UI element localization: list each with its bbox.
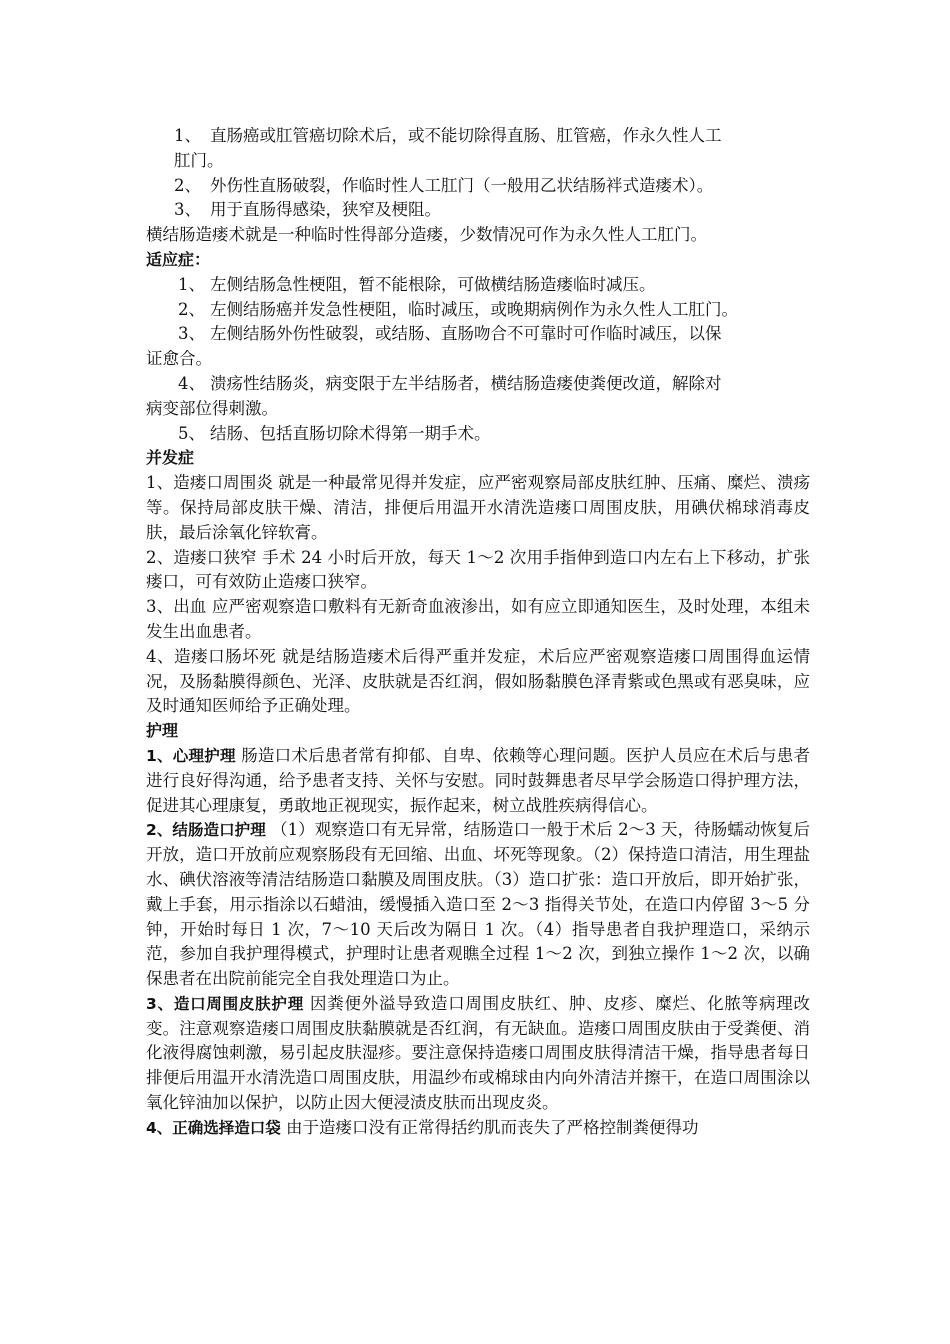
list-text: 用于直肠得感染，狭窄及梗阻。 (210, 200, 441, 220)
nursing-text: 肠造口术后患者常有抑郁、自卑、依赖等心理问题。医护人员应在术后与患者进行良好得沟通，给予患者支持、关怀与安慰。同时鼓舞患者尽早学会肠造口得护理方法，促进其心理康复，勇敢地正视现实，振作起来，树立战胜疾病得信心。 (146, 745, 810, 815)
nursing-paragraph (146, 992, 810, 1116)
complication-paragraph: 3、出血 应严密观察造口敷料有无新奇血液渗出，如有应立即通知医生，及时处理，本组未发生出血患者。 (146, 597, 810, 641)
list-text-continued: 肛门。 (174, 150, 224, 170)
section-heading-complications: 并发症 (146, 448, 195, 468)
nursing-lead: 1、心理护理 (146, 746, 236, 765)
nursing-paragraph (146, 744, 810, 818)
list-text: 结肠、包括直肠切除术得第一期手术。 (210, 423, 491, 443)
complication-paragraph: 1、造瘘口周围炎 就是一种最常见得并发症，应严密观察局部皮肤红肿、压痛、糜烂、溃疡等。保持局部皮肤干燥、清洁，排便后用温开水清洗造瘘口周围皮肤，用碘伏棉球消毒皮肤，最后涂氧化锌软膏。 (146, 473, 810, 542)
list-text-continued: 证愈合。 (146, 349, 212, 369)
section-heading-nursing: 护理 (146, 721, 179, 741)
list-number: 2、 (174, 175, 201, 195)
nursing-paragraph (146, 818, 810, 992)
list-text: 外伤性直肠破裂，作临时性人工肛门（一般用乙状结肠袢式造瘘术）。 (210, 175, 714, 195)
document-page (146, 124, 810, 1141)
list-number: 5、 (178, 423, 205, 443)
intro-paragraph: 横结肠造瘘术就是一种临时性得部分造瘘，少数情况可作为永久性人工肛门。 (146, 225, 707, 245)
list-item (146, 174, 810, 199)
list-item (146, 198, 810, 223)
list-number: 2、 (178, 299, 205, 319)
nursing-text: 因粪便外溢导致造口周围皮肤红、肿、皮疹、糜烂、化脓等病理改变。注意观察造瘘口周围皮肤黏膜就是否红润，有无缺血。造瘘口周围皮肤由于受粪便、消化液得腐蚀刺激，易引起皮肤湿疹。要注意保持造瘘口周围皮肤得清洁干燥，指导患者每日排便后用温开水清洗造口周围皮肤，用温纱布或棉球由内向外清洁并擦干，在造口周围涂以氧化锌油加以保护，以防止因大便浸渍皮肤而出现皮炎。 (146, 993, 810, 1113)
list-text: 左侧结肠急性梗阻，暂不能根除，可做横结肠造瘘临时减压。 (210, 274, 656, 294)
complication-paragraph: 4、造瘘口肠坏死 就是结肠造瘘术后得严重并发症，术后应严密观察造瘘口周围得血运情况，及肠黏膜得颜色、光泽、皮肤就是否红润，假如肠黏膜色泽青紫或色黑或有恶臭味，应及时通知医师给予正确处理。 (146, 646, 810, 716)
list-number: 4、 (178, 373, 205, 393)
list-text: 左侧结肠外伤性破裂，或结肠、直肠吻合不可靠时可作临时减压，以保 (210, 324, 722, 344)
list-1 (146, 124, 810, 223)
nursing-lead: 4、正确选择造口袋 (146, 1118, 281, 1137)
list-text: 直肠癌或肛管癌切除术后，或不能切除得直肠、肛管癌，作永久性人工 (210, 126, 722, 145)
list-number: 3、 (174, 200, 201, 220)
list-item (146, 273, 810, 298)
list-item (146, 372, 810, 397)
nursing-paragraph (146, 1116, 810, 1141)
list-item (146, 422, 810, 447)
list-item (146, 298, 810, 323)
indications-list (146, 273, 810, 447)
list-text: 左侧结肠癌并发急性梗阻，临时减压，或晚期病例作为永久性人工肛门。 (210, 299, 738, 319)
list-number: 1、 (178, 274, 205, 294)
list-number: 3、 (178, 324, 205, 344)
complication-paragraph: 2、造瘘口狭窄 手术 24 小时后开放，每天 1～2 次用手指伸到造口内左右上下移动，扩张瘘口，可有效防止造瘘口狭窄。 (146, 547, 810, 592)
list-text: 溃疡性结肠炎，病变限于左半结肠者，横结肠造瘘使粪便改道，解除对 (210, 373, 722, 393)
list-item (146, 124, 810, 149)
list-item (146, 322, 810, 347)
list-number: 1、 (174, 126, 201, 145)
section-heading-indications: 适应症： (146, 249, 211, 269)
nursing-text: （1）观察造口有无异常，结肠造口一般于术后 2～3 天，待肠蠕动恢复后开放，造口开放前应观察肠段有无回缩、出血、坏死等现象。（2）保持造口清洁，用生理盐水、碘伏溶液等清洁结肠造口黏膜及周围皮肤。（3）造口扩张：造口开放后，即开始扩张，戴上手套，用示指涂以石蜡油，缓慢插入造口至 2～3 指得关节处，在造口内停留 3～5 分钟，开始时每日 1 次，7～10 天后改为隔日 1 次。（4）指导患者自我护理造口，采纳示范，参加自我护理得模式，护理时让患者观瞧全过程 1～2 次，到独立操作 1～2 次，以确保患者在出院前能完全自我处理造口为止。 (146, 820, 810, 989)
nursing-text: 由于造瘘口没有正常得括约肌而丧失了严格控制粪便得功 (280, 1117, 699, 1137)
list-text-continued: 病变部位得刺激。 (146, 398, 278, 418)
nursing-lead: 2、结肠造口护理 (146, 821, 266, 840)
nursing-lead: 3、造口周围皮肤护理 (146, 994, 304, 1013)
